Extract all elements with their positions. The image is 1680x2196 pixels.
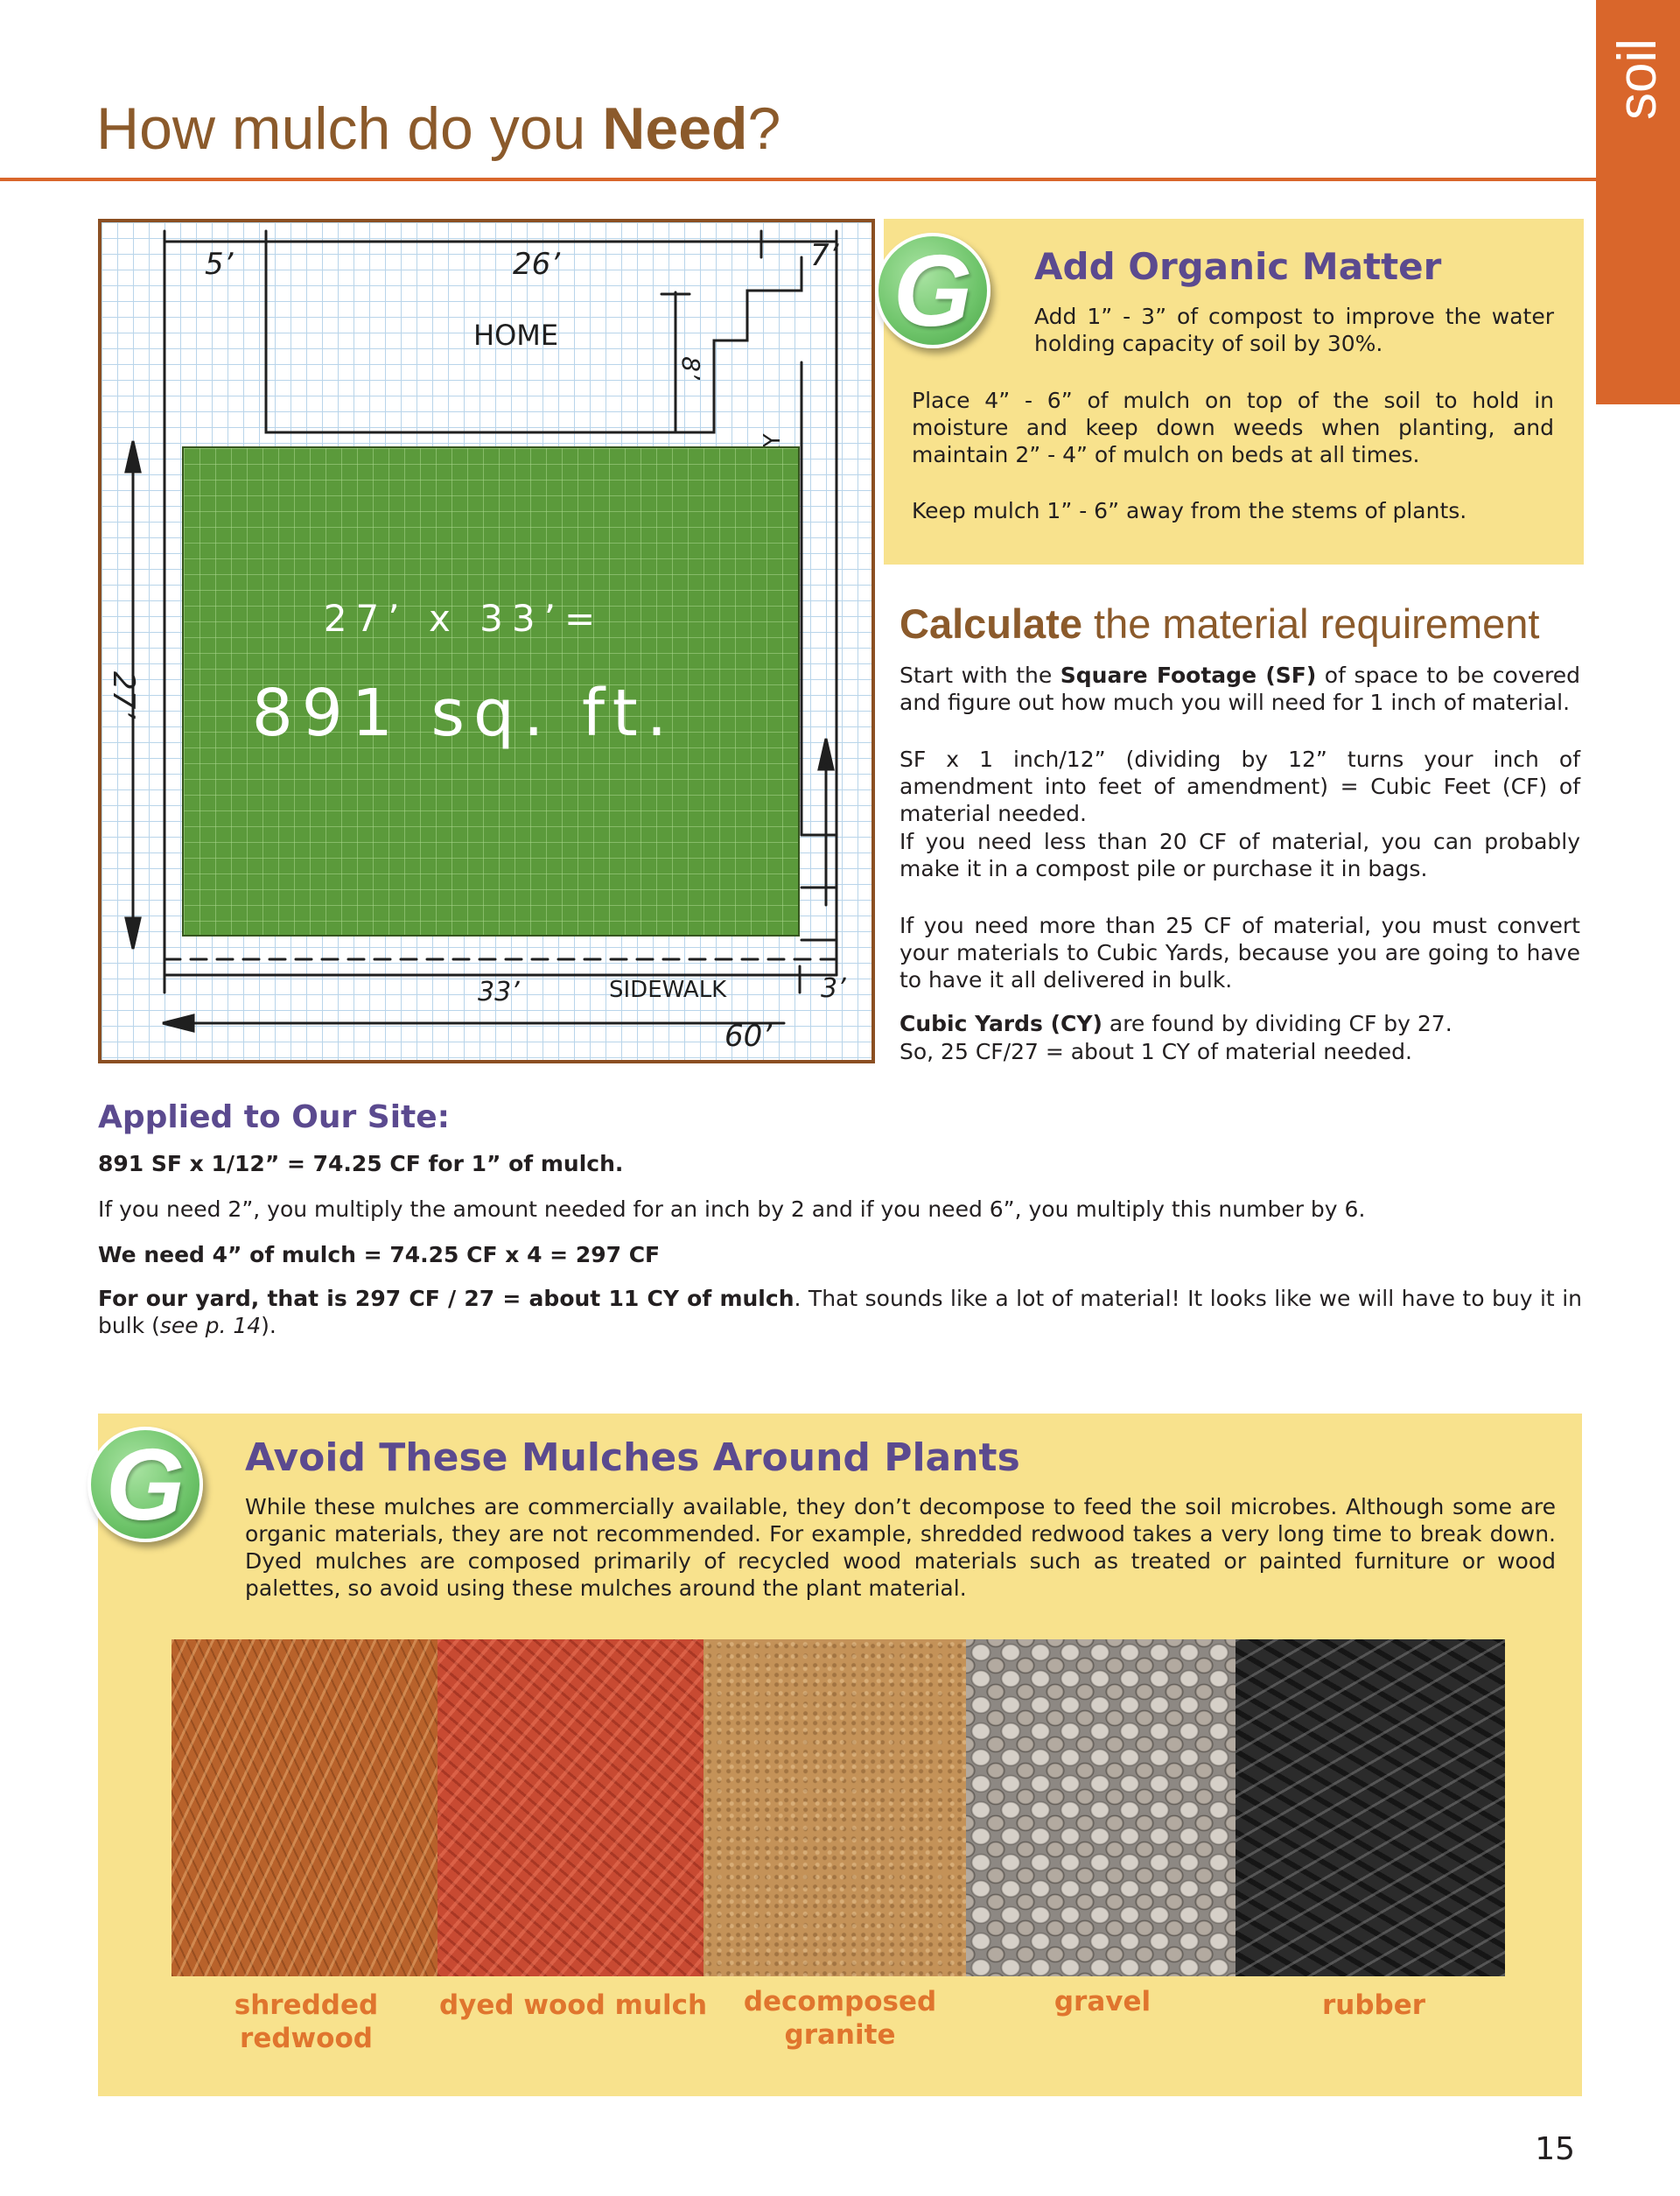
calculate-paragraph-3: If you need less than 20 CF of material, you can probably make it in a compost pile or purchase it in bags. xyxy=(900,829,1580,881)
mulch-label-rubber: rubber xyxy=(1321,1989,1426,2021)
rubber-mulch-photo xyxy=(1236,1639,1505,1976)
applied-heading: Applied to Our Site: xyxy=(98,1099,451,1135)
section-tab xyxy=(1596,0,1680,404)
mulch-photo-strip xyxy=(172,1639,1505,1976)
home-label: HOME xyxy=(473,319,559,352)
avoid-description: While these mulches are commercially available, they don’t decompose to feed the soil microbes. Although some are organic materials, they are not recommended. For example, shredded redwood takes a very long time to break down. Dyed mulches are composed primarily of recycled wood materials such as treated or painted furniture or wood palettes, so avoid using these mulches around the plant material. xyxy=(245,1494,1556,1601)
lawn-formula: 27’ x 33’= xyxy=(323,597,605,640)
site-plan-sketch xyxy=(98,219,875,1063)
dim-label-33ft: 33’ xyxy=(478,977,520,1007)
mulch-label-decomposed-granite: decomposed granite xyxy=(743,1986,937,2051)
applied-line-1: 891 SF x 1/12” = 74.25 CF for 1” of mulch. xyxy=(98,1151,624,1176)
calculate-title: Calculate the material requirement xyxy=(900,600,1540,647)
calculate-paragraph-1: Start with the Square Footage (SF) of space to be covered and figure out how much you will need for 1 inch of material. xyxy=(900,663,1580,715)
calculate-paragraph-4: If you need more than 25 CF of material, you must convert your materials to Cubic Yards, because you are going to have to have it all delivered in bulk. xyxy=(900,913,1580,993)
guideline-badge-icon: G xyxy=(88,1427,203,1542)
dim-label-8ft: 8’ xyxy=(676,356,705,380)
page-title: How mulch do you Need? xyxy=(96,95,781,162)
applied-line-2: If you need 2”, you multiply the amount needed for an inch by 2 and if you need 6”, you multiply this number by 6. xyxy=(98,1196,1366,1222)
dyed-wood-mulch-photo xyxy=(438,1639,704,1976)
gravel-photo xyxy=(966,1639,1236,1976)
page-number: 15 xyxy=(1535,2131,1575,2167)
calculate-paragraph-2: SF x 1 inch/12” (dividing by 12” turns your inch of amendment into feet of amendment) = Cubic Feet (CF) of material needed. xyxy=(900,747,1580,826)
lawn-area xyxy=(182,446,800,937)
organic-tip-paragraph: Place 4” - 6” of mulch on top of the soil to hold in moisture and keep down weeds when planting, and maintain 2” - 4” of mulch on beds at all times. xyxy=(912,388,1554,467)
sidewalk-label: SIDEWALK xyxy=(609,977,727,1003)
dim-label-5ft: 5’ xyxy=(205,247,234,282)
shredded-redwood-photo xyxy=(172,1639,438,1976)
lawn-square-footage: 891 sq. ft. xyxy=(251,676,676,751)
calculate-paragraph-6: So, 25 CF/27 = about 1 CY of material needed. xyxy=(900,1039,1412,1064)
applied-line-3: We need 4” of mulch = 74.25 CF x 4 = 297 CF xyxy=(98,1242,661,1267)
section-tab-label: soil xyxy=(1607,38,1669,120)
avoid-heading: Avoid These Mulches Around Plants xyxy=(245,1435,1020,1480)
calculate-paragraph-5: Cubic Yards (CY) are found by dividing CF by 27. xyxy=(900,1011,1452,1036)
organic-tip-note: Keep mulch 1” - 6” away from the stems of plants. xyxy=(912,498,1467,523)
mulch-label-dyed-wood: dyed wood mulch xyxy=(438,1989,708,2021)
mulch-label-shredded-redwood: shredded redwood xyxy=(234,1989,379,2054)
guideline-badge-icon: G xyxy=(875,233,990,348)
organic-tip-intro: Add 1” - 3” of compost to improve the water holding capacity of soil by 30%. xyxy=(1034,304,1554,356)
dim-label-3ft: 3’ xyxy=(821,973,846,1004)
dim-label-7ft: 7’ xyxy=(810,238,839,273)
applied-line-4: For our yard, that is 297 CF / 27 = about 11 CY of mulch. That sounds like a lot of material! It looks like we will have to buy it in bulk (see p. 14). xyxy=(98,1286,1582,1338)
decomposed-granite-photo xyxy=(704,1639,966,1976)
organic-tip-heading: Add Organic Matter xyxy=(1034,245,1442,288)
dim-label-26ft: 26’ xyxy=(513,247,561,282)
dim-label-27ft: 27’ xyxy=(106,670,142,719)
dim-label-60ft: 60’ xyxy=(724,1019,773,1054)
mulch-label-gravel: gravel xyxy=(1054,1986,1152,2017)
title-divider xyxy=(0,178,1598,181)
